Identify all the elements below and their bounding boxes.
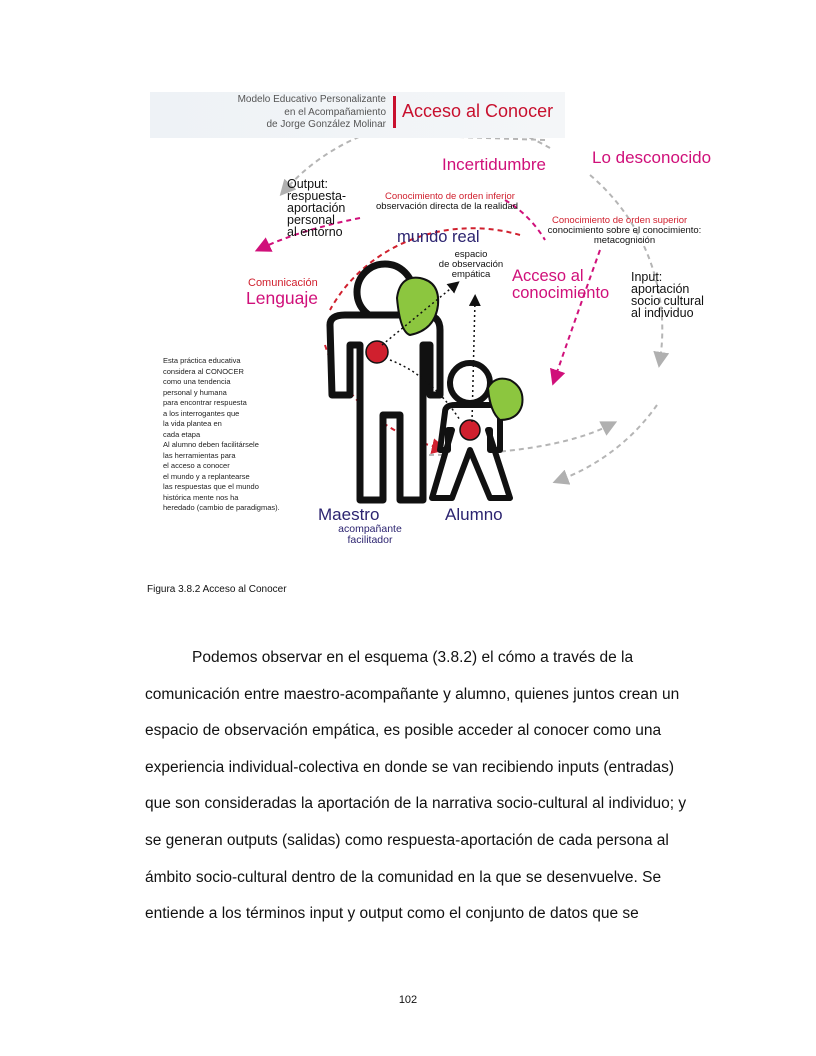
label-mundo-real: mundo real [397,228,480,246]
paragraph-line: Podemos observar en el esquema (3.8.2) el cómo a través de la [192,649,634,666]
label-input: Input: aportación socio cultural al individuo [631,270,704,320]
label-maestro: Maestro [318,505,380,524]
paragraph-line: que son consideradas la aportación de la narrativa socio-cultural al individuo; y [145,795,687,813]
figure-header-subtitle [150,94,386,132]
label-acceso-conocimiento: Acceso al conocimiento [512,267,610,302]
label-orden-inferior-title: Conocimiento de orden inferior [385,191,515,202]
page-number: 102 [398,994,418,1006]
label-alumno: Alumno [445,505,503,524]
paragraph-line: comunicación entre maestro-acompañante y alumno, quienes juntos crean un [145,685,680,703]
paragraph-line: espacio de observación empática, es posible acceder al conocer como una [145,722,662,740]
header-line: Modelo Educativo Personalizante [237,94,386,105]
paragraph-line: entiende a los términos input y output como el conjunto de datos que se [145,905,639,923]
label-incertidumbre: Incertidumbre [442,155,546,174]
label-comunicacion: Comunicación [248,277,318,289]
header-line: de Jorge González Molinar [266,119,386,130]
side-text: Esta práctica educativa considera al CONOCER como una tendencia personal y humana para encontrar respuesta a los interrogantes que la vida plantea en cada etapa Al alumno deben facilitársele las herramientas para el acceso a conocer el mundo y a replantearse las respuestas que el mundo histórica mente nos ha heredado (cambio de paradigmas). [163,356,280,512]
figure-title: Acceso al Conocer [402,101,554,121]
label-lo-desconocido: Lo desconocido [592,148,712,167]
figure-caption: Figura 3.8.2 Acceso al Conocer [147,584,287,595]
label-orden-superior-title: Conocimiento de orden superior [552,215,688,226]
body-paragraph [145,640,705,933]
label-lenguaje: Lenguaje [246,288,319,308]
label-espacio: espacio de observación empática [438,249,504,280]
paragraph-line: experiencia individual-colectiva en donde se van recibiendo inputs (entradas) [145,758,675,776]
label-maestro-sub: acompañante facilitador [338,523,402,546]
paragraph-line: se generan outputs (salidas) como respuesta-aportación de cada persona al [145,831,669,849]
header-line: en el Acompañamiento [284,106,386,118]
header-divider [393,96,396,128]
paragraph-line: ámbito socio-cultural dentro de la comunidad en la que se desenvuelve. Se [145,868,662,886]
label-orden-superior-desc: conocimiento sobre el conocimiento: metacognición [547,225,702,246]
label-output: Output: respuesta- aportación personal al entorno [287,177,347,239]
label-orden-inferior-desc: observación directa de la realidad [376,201,519,212]
